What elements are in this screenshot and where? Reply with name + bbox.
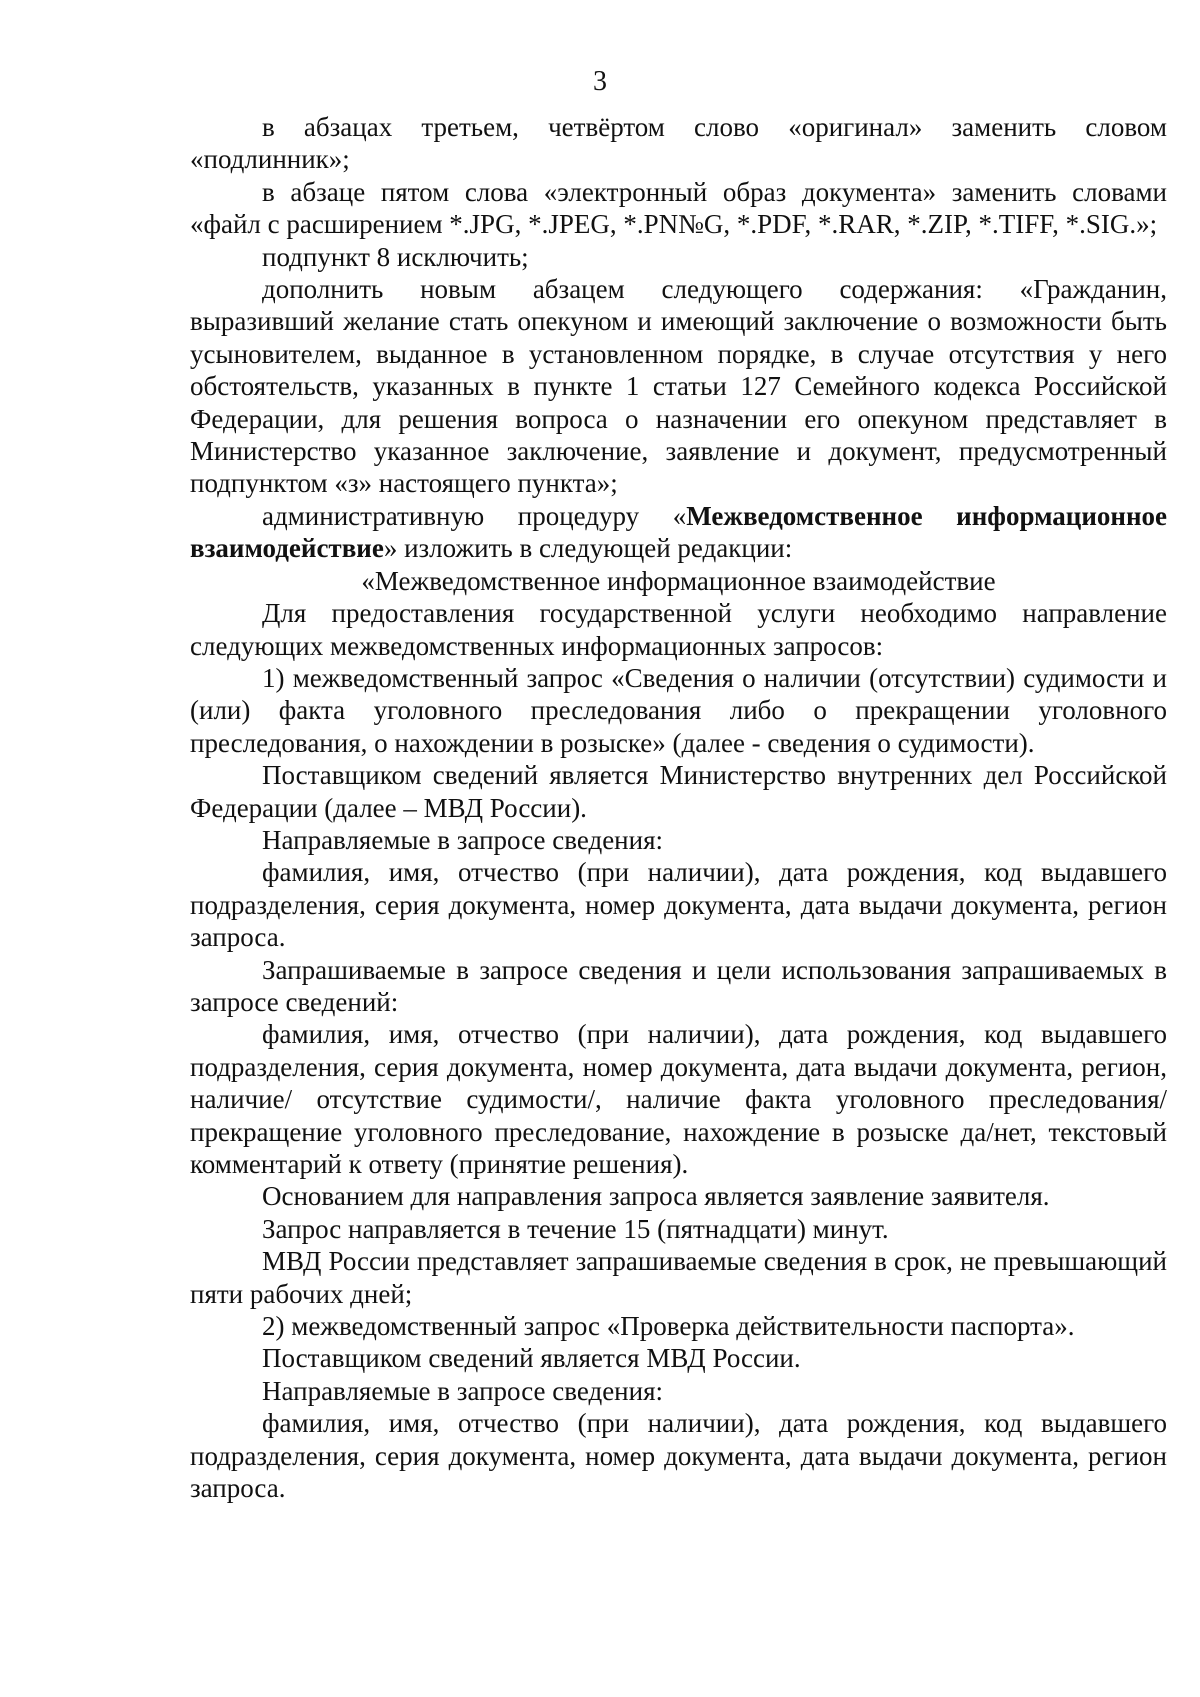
paragraph-request-1-provider: Поставщиком сведений является Министерство внутренних дел Российской Федерации (далее – МВД России). <box>190 760 1167 823</box>
document-body <box>190 111 1167 1504</box>
paragraph-request-2: 2) межведомственный запрос «Проверка действительности паспорта». <box>262 1311 1075 1342</box>
paragraph-request-2-sent-label: Направляемые в запросе сведения: <box>262 1375 663 1406</box>
procedure-amendment-suffix: » изложить в следующей редакции: <box>383 533 793 564</box>
paragraph-request-2-sent-fields: фамилия, имя, отчество (при наличии), дата рождения, код выдавшего подразделения, серия документа, номер документа, дата выдачи документа, регион запроса. <box>190 1408 1167 1504</box>
paragraph-original-replacement: в абзацах третьем, четвёртом слово «оригинал» заменить словом «подлинник»; <box>190 112 1167 175</box>
paragraph-request-1-basis: Основанием для направления запроса является заявление заявителя. <box>262 1181 1050 1212</box>
paragraph-request-1: 1) межведомственный запрос «Сведения о наличии (отсутствии) судимости и (или) факта уголовного преследования либо о прекращении уголовного преследования, о нахождении в розыске» (далее - сведения о судимости). <box>190 662 1167 758</box>
paragraph-requests-intro: Для предоставления государственной услуги необходимо направление следующих межведомственных информационных запросов: <box>190 598 1167 661</box>
paragraph-file-extensions: в абзаце пятом слова «электронный образ документа» заменить словами «файл с расширением *.JPG, *.JPEG, *.PN№G, *.PDF, *.RAR, *.ZIP, *.TIFF, *.SIG.»; <box>190 176 1167 240</box>
paragraph-request-1-timing: Запрос направляется в течение 15 (пятнадцати) минут. <box>262 1213 889 1244</box>
paragraph-exclude-subitem: подпункт 8 исключить; <box>262 241 529 272</box>
procedure-name-bold: Межведомственное информационное взаимодействие <box>190 500 1167 564</box>
section-heading: «Межведомственное информационное взаимодействие <box>361 565 996 596</box>
page-number: 3 <box>593 66 607 97</box>
paragraph-request-1-sent-label: Направляемые в запросе сведения: <box>262 824 663 855</box>
paragraph-request-2-provider: Поставщиком сведений является МВД России. <box>262 1343 801 1374</box>
paragraph-request-1-response-term: МВД России представляет запрашиваемые сведения в срок, не превышающий пяти рабочих дней; <box>190 1246 1167 1309</box>
paragraph-request-1-sent-fields: фамилия, имя, отчество (при наличии), дата рождения, код выдавшего подразделения, серия документа, номер документа, дата выдачи документа, регион запроса. <box>190 857 1167 953</box>
paragraph-request-1-requested-label: Запрашиваемые в запросе сведения и цели использования запрашиваемых в запросе сведений: <box>190 954 1167 1017</box>
paragraph-new-guardian-clause: дополнить новым абзацем следующего содержания: «Гражданин, выразивший желание стать опекуном и имеющий заключение о возможности быть усыновителем, выданное в установленном порядке, в случае отсутствия у него обстоятельств, указанных в пункте 1 статьи 127 Семейного кодекса Российской Федерации, для решения вопроса о назначении его опекуном представляет в Министерство указанное заключение, заявление и документ, предусмотренный подпунктом «з» настоящего пункта»; <box>190 274 1167 499</box>
procedure-amendment-prefix: административную процедуру « <box>262 500 687 531</box>
paragraph-procedure-amendment <box>190 500 1167 565</box>
paragraph-request-1-requested-fields: фамилия, имя, отчество (при наличии), дата рождения, код выдавшего подразделения, серия документа, номер документа, дата выдачи документа, регион, наличие/ отсутствие судимости/, наличие факта уголовного преследования/ прекращение уголовного преследование, нахождение в розыске да/нет, текстовый комментарий к ответу (принятие решения). <box>190 1019 1167 1179</box>
